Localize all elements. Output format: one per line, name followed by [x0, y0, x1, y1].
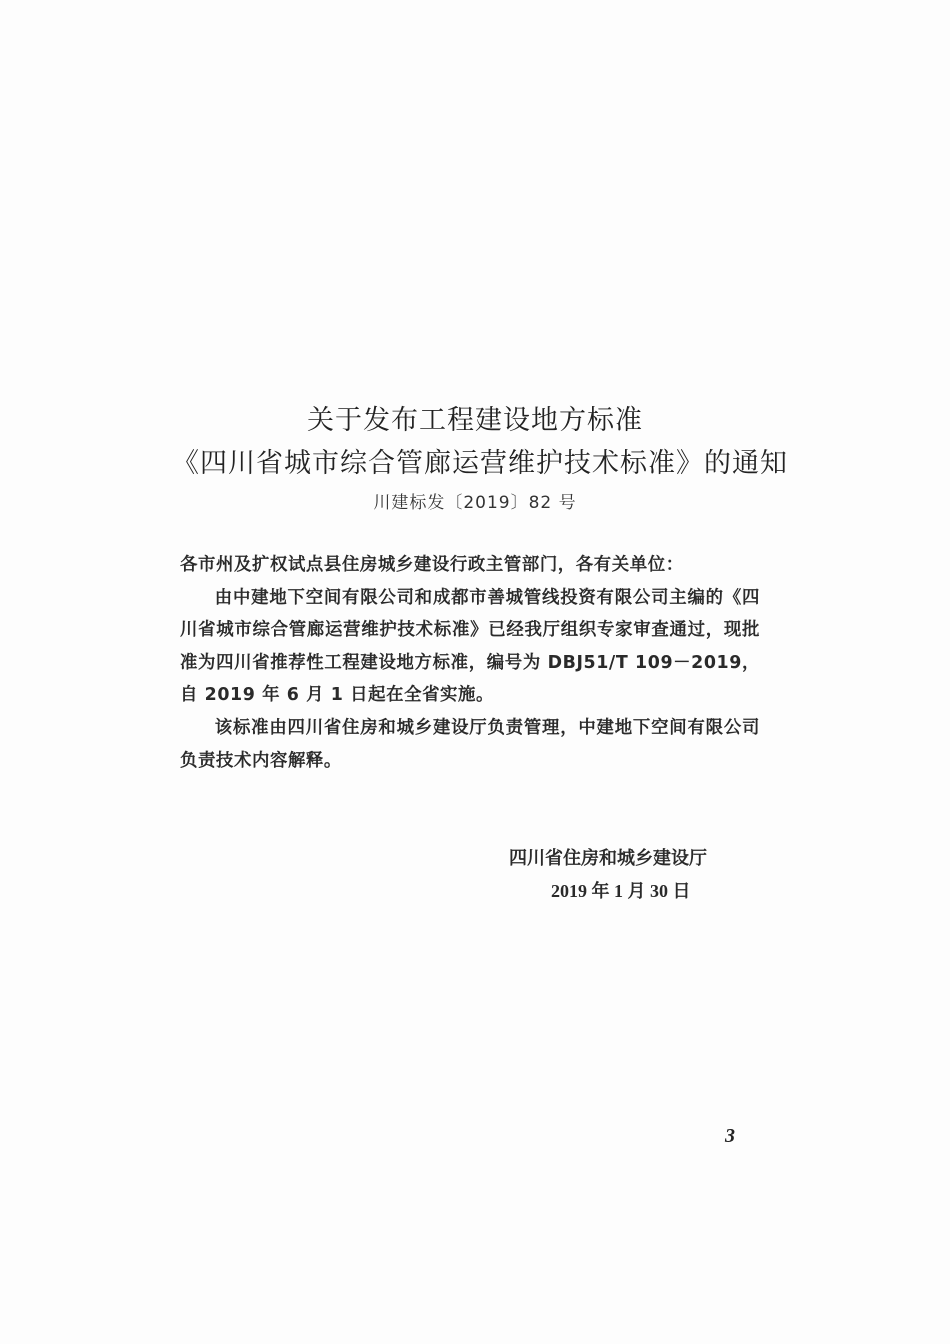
notice-body: [180, 549, 760, 777]
signature-block: [509, 843, 707, 907]
issuer-name: 四川省住房和城乡建设厅: [509, 848, 707, 869]
issue-date: 2019 年 1 月 30 日: [551, 881, 691, 901]
body-paragraph-2: 该标准由四川省住房和城乡建设厅负责管理，中建地下空间有限公司负责技术内容解释。: [180, 717, 760, 771]
notice-title-line-2: 《四川省城市综合管廊运营维护技术标准》的通知: [172, 448, 788, 479]
salutation: 各市州及扩权试点县住房城乡建设行政主管部门，各有关单位：: [180, 555, 684, 575]
notice-title-line-1: 关于发布工程建设地方标准: [307, 405, 643, 436]
document-number: 川建标发〔2019〕82 号: [373, 493, 577, 513]
body-paragraph-1: 由中建地下空间有限公司和成都市善城管线投资有限公司主编的《四川省城市综合管廊运营维护技术标准》已经我厅组织专家审查通过，现批准为四川省推荐性工程建设地方标准，编号为 DBJ51/T 109－2019，自 2019 年 6 月 1 日起在全省实施。: [180, 587, 760, 706]
page-number: 3: [725, 1125, 735, 1147]
